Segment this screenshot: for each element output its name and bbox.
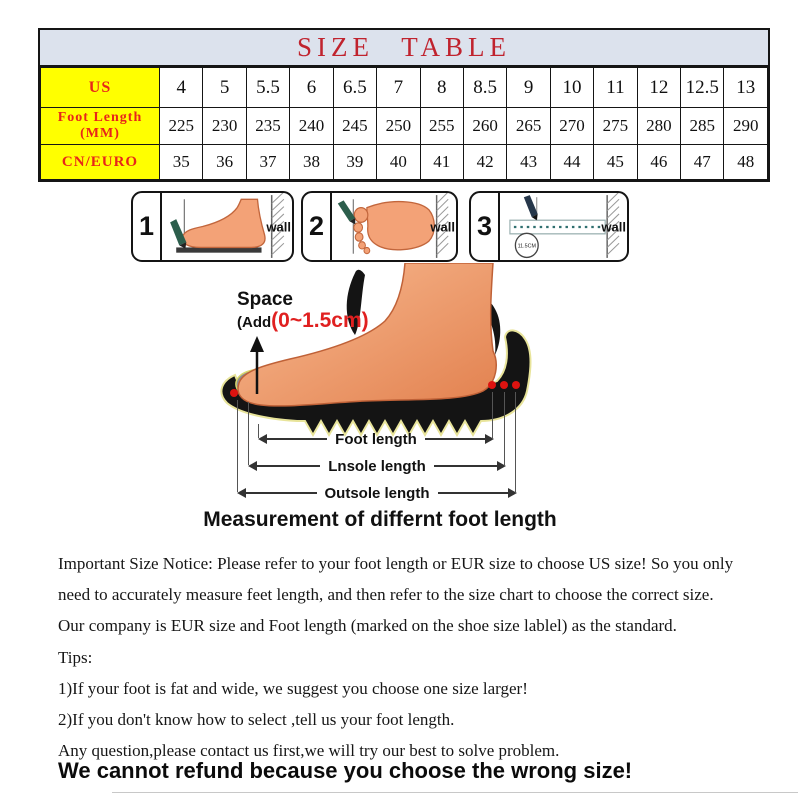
size-row-header: US (41, 68, 160, 108)
space-value: (0~1.5cm) (271, 308, 369, 332)
notice-line: Our company is EUR size and Foot length (marked on the shoe size lablel) as the standard. (58, 616, 677, 636)
foot-length-label: Foot length (335, 430, 417, 448)
wall-label: wall (430, 219, 455, 234)
size-cell: 35 (160, 145, 203, 180)
size-cell: 41 (420, 145, 463, 180)
size-cell: 265 (507, 108, 550, 145)
size-cell: 45 (594, 145, 637, 180)
size-cell: 40 (377, 145, 420, 180)
notice-line: 2)If you don't know how to select ,tell us your foot length. (58, 710, 455, 730)
step-number: 3 (471, 193, 500, 260)
notice-line: Any question,please contact us first,we will try our best to solve problem. (58, 741, 560, 761)
size-row-header: CN/EURO (41, 145, 160, 180)
foot-length-measure (258, 432, 494, 446)
size-cell: 245 (333, 108, 376, 145)
no-refund-warning: We cannot refund because you choose the wrong size! (58, 758, 633, 783)
measure-step-3 (469, 191, 629, 262)
size-cell: 42 (463, 145, 506, 180)
space-annotation (237, 290, 369, 332)
size-cell: 47 (681, 145, 724, 180)
size-cell: 44 (550, 145, 593, 180)
notice-line: 1)If your foot is fat and wide, we suggest you choose one size larger! (58, 678, 528, 698)
guide-line (515, 392, 516, 492)
guide-line (237, 400, 238, 492)
size-cell: 280 (637, 108, 680, 145)
size-cell: 6.5 (333, 68, 376, 108)
size-cell: 285 (681, 108, 724, 145)
size-cell: 38 (290, 145, 333, 180)
size-cell: 9 (507, 68, 550, 108)
size-cell: 36 (203, 145, 246, 180)
size-row-cn-euro (41, 145, 768, 180)
size-cell: 270 (550, 108, 593, 145)
step-number: 2 (303, 193, 332, 260)
bottom-divider (112, 792, 798, 793)
size-table-title: SIZE TABLE (40, 30, 768, 67)
wall-label: wall (266, 219, 291, 234)
outsole-length-label: Outsole length (324, 484, 430, 502)
size-cell: 5 (203, 68, 246, 108)
size-cell: 260 (463, 108, 506, 145)
size-table (38, 28, 770, 182)
size-notice (58, 548, 764, 766)
size-cell: 290 (724, 108, 768, 145)
space-prefix: (Add (237, 313, 272, 331)
size-conversion-table (40, 67, 768, 180)
insole-length-label: Lnsole length (328, 457, 426, 475)
size-cell: 4 (160, 68, 203, 108)
space-title: Space (237, 289, 293, 310)
size-cell: 8.5 (463, 68, 506, 108)
size-cell: 7 (377, 68, 420, 108)
notice-line: need to accurately measure feet length, and then refer to the size chart to choose the correct size. (58, 585, 714, 605)
size-cell: 240 (290, 108, 333, 145)
size-cell: 230 (203, 108, 246, 145)
wall-label: wall (601, 219, 626, 234)
ruler-distance-label: 11.5CM (517, 243, 536, 250)
guide-line (504, 392, 505, 465)
guide-line (248, 402, 249, 465)
size-cell: 43 (507, 145, 550, 180)
size-cell: 37 (246, 145, 289, 180)
notice-line: Tips: (58, 647, 93, 667)
space-arrow-icon (247, 334, 267, 396)
size-cell: 48 (724, 145, 768, 180)
size-cell: 6 (290, 68, 333, 108)
size-row-header: Foot Length (MM) (41, 108, 160, 145)
size-cell: 10 (550, 68, 593, 108)
size-cell: 8 (420, 68, 463, 108)
size-cell: 46 (637, 145, 680, 180)
size-row-us (41, 68, 768, 108)
size-cell: 5.5 (246, 68, 289, 108)
measure-step-1 (131, 191, 294, 262)
size-cell: 255 (420, 108, 463, 145)
size-cell: 11 (594, 68, 637, 108)
measure-step-2 (301, 191, 458, 262)
measurement-heading: Measurement of differnt foot length (203, 508, 557, 531)
size-cell: 250 (377, 108, 420, 145)
size-cell: 12 (637, 68, 680, 108)
size-cell: 225 (160, 108, 203, 145)
size-row-foot-length-mm (41, 108, 768, 145)
size-cell: 275 (594, 108, 637, 145)
insole-length-measure (248, 459, 506, 473)
size-cell: 39 (333, 145, 376, 180)
size-cell: 12.5 (681, 68, 724, 108)
notice-line: Important Size Notice: Please refer to your foot length or EUR size to choose US size! So you only (58, 554, 734, 573)
outsole-length-measure (237, 486, 517, 500)
step-number: 1 (133, 193, 162, 260)
size-cell: 235 (246, 108, 289, 145)
size-cell: 13 (724, 68, 768, 108)
